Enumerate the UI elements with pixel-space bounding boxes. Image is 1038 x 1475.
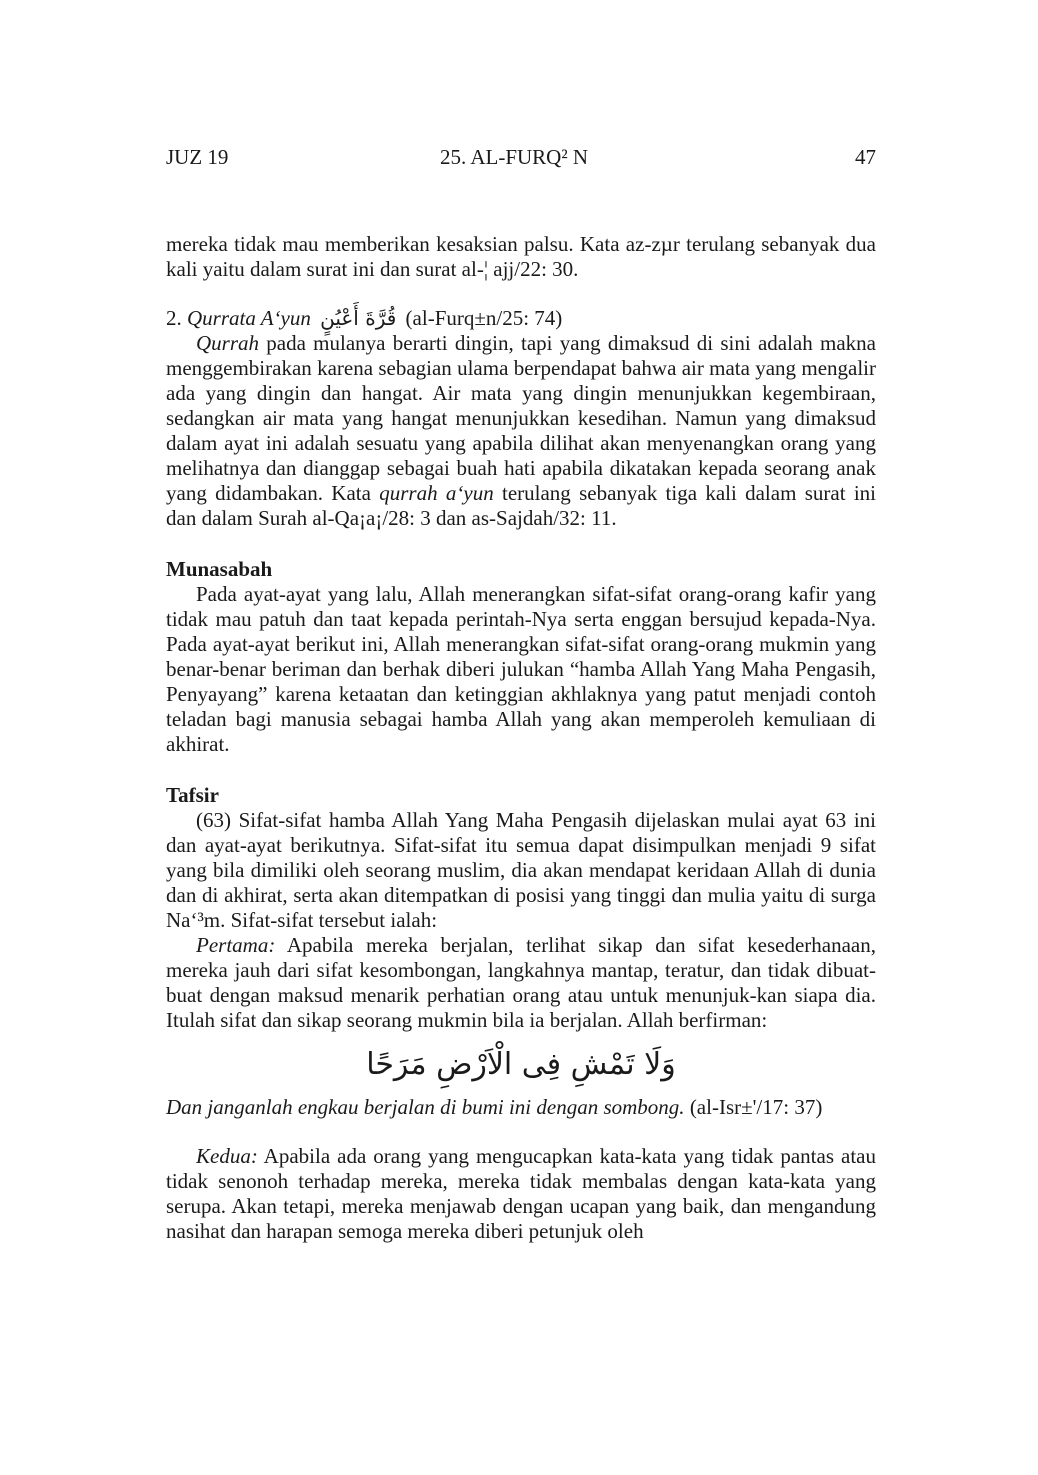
vocab-term: Qurrata A‘yun xyxy=(187,306,311,330)
pertama-paragraph: Pertama: Apabila mereka berjalan, terlihat sikap dan sifat kesederhanaan, mereka jauh dari sifat kesombongan, langkahnya mantap, teratur, dan tidak dibuat-buat dengan maksud menarik perhatian orang atau untuk menunjuk-kan siapa dia. Itulah sifat dan sikap seorang mukmin bila ia berjalan. Allah berfirman: xyxy=(166,933,876,1032)
munasabah-heading: Munasabah xyxy=(166,557,273,581)
verse-translation xyxy=(166,1095,876,1120)
page-header xyxy=(166,145,876,175)
qurrah-term: Qurrah xyxy=(196,331,260,355)
vocab-reference: (al-Furq±n/25: 74) xyxy=(405,306,563,330)
translation-reference: (al-Isr±'/17: 37) xyxy=(684,1095,823,1119)
translation-text: Dan janganlah engkau berjalan di bumi ini dengan sombong. xyxy=(166,1095,685,1119)
qurrah-paragraph: Qurrah pada mulanya berarti dingin, tapi yang dimaksud di sini adalah makna menggembirakan karena sebagian ulama berpendapat bahwa air mata yang mengalir ada yang dingin dan hangat. Air mata yang dingin menunjukkan kegembiraan, sedangkan air mata yang hangat menunjukkan kesedihan. Namun yang dimaksud dalam ayat ini adalah sesuatu yang apabila dilihat akan menyenangkan orang yang melihatnya dan dianggap sebagai buah hati apabila dikatakan kepada seorang anak yang didambakan. Kata qurrah a‘yun terulang sebanyak tiga kali dalam surat ini dan dalam Surah al-Qa¡a¡/28: 3 dan as-Sajdah/32: 11. xyxy=(166,331,876,530)
page-number: 47 xyxy=(855,145,876,169)
kedua-paragraph: Kedua: Apabila ada orang yang mengucapkan kata-kata yang tidak pantas atau tidak senonoh terhadap mereka, mereka tidak membalas dengan kata-kata yang serupa. Akan tetapi, mereka menjawab dengan ucapan yang baik, dan mengandung nasihat dan harapan semoga mereka diberi petunjuk oleh xyxy=(166,1144,876,1243)
vocab-number: 2. xyxy=(166,306,182,330)
surah-title: 25. AL-FURQ² N xyxy=(440,145,589,169)
juz-label: JUZ 19 xyxy=(166,145,229,169)
qurrah-ayun-term: qurrah a‘yun xyxy=(379,481,494,505)
page-body xyxy=(166,232,876,1244)
continuation-paragraph: mereka tidak mau memberikan kesaksian palsu. Kata az-zµr terulang sebanyak dua kali yaitu dalam surat ini dan surat al-¦ ajj/22: 30. xyxy=(166,232,876,281)
arabic-verse: وَلَا تَمْشِ فِى الْاَرْضِ مَرَحًا xyxy=(366,1047,676,1082)
pertama-label: Pertama: xyxy=(196,933,276,957)
munasabah-paragraph: Pada ayat-ayat yang lalu, Allah menerangkan sifat-sifat orang-orang kafir yang tidak mau patuh dan taat kepada perintah-Nya serta enggan bersujud kepada-Nya. Pada ayat-ayat berikut ini, Allah menerangkan sifat-sifat orang-orang mukmin yang benar-benar beriman dan berhak diberi julukan “hamba Allah Yang Maha Pengasih, Penyayang” karena ketaatan dan ketinggian akhlaknya yang patut menjadi contoh teladan bagi manusia sebagai hamba Allah yang akan memperoleh kemuliaan di akhirat. xyxy=(166,582,876,756)
tafsir-heading: Tafsir xyxy=(166,783,219,807)
vocabulary-heading xyxy=(166,306,876,331)
vocab-arabic: قُرَّةَ أَعْيُنٍ xyxy=(320,306,397,330)
kedua-label: Kedua: xyxy=(196,1144,258,1168)
tafsir-paragraph-63: (63) Sifat-sifat hamba Allah Yang Maha Pengasih dijelaskan mulai ayat 63 ini dan ayat-ayat berikutnya. Sifat-sifat itu semua dapat disimpulkan menjadi 9 sifat yang bila dimiliki oleh seorang muslim, dia akan mendapat keridaan Allah di dunia dan di akhirat, serta akan ditempatkan di posisi yang tinggi dan mulia yaitu di surga Na‘³m. Sifat-sifat tersebut ialah: xyxy=(166,808,876,932)
